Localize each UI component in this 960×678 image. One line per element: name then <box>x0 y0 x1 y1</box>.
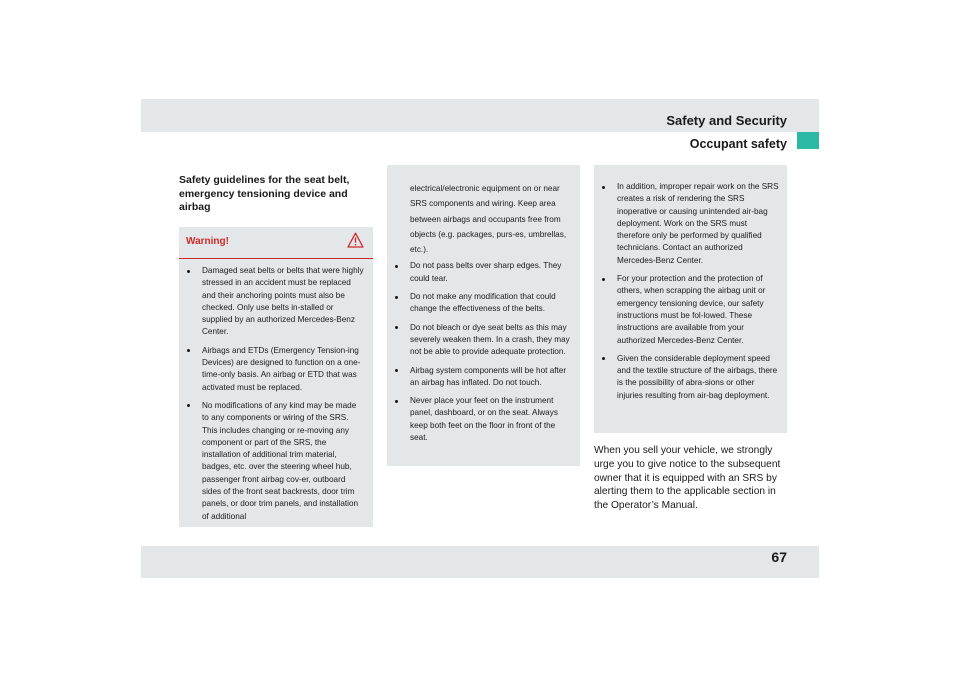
bullet <box>602 357 605 360</box>
list-item <box>179 400 365 523</box>
warning-header <box>179 227 373 259</box>
bullet <box>187 270 190 273</box>
list-item-text: For your protection and the protection of others, when scrapping the airbag unit or emergency tensioning device, our safety instructions must be fol-lowed. These instructions are available from your authorized Mercedes-Benz Center. <box>617 274 766 345</box>
page-number: 67 <box>771 549 787 565</box>
bullet <box>395 265 398 268</box>
list-item-text: Damaged seat belts or belts that were highly stressed in an accident must be replaced and their anchoring points must also be checked. Only use belts in-stalled or supplied by an authorized Mercedes-Benz Center. <box>202 266 364 337</box>
vehicle-sale-notice: When you sell your vehicle, we strongly urge you to give notice to the subsequent owner that it is equipped with an SRS by alerting them to the applicable section in the Operator’s Manual. <box>594 445 781 512</box>
list-item-text: No modifications of any kind may be made to any components or wiring of the SRS. This includes changing or re-moving any component or part of the SRS, the installation of additional trim material, badges, etc. over the steering wheel hub, passenger front airbag cov-er, outboard sides of the front seat backrests, door trim panels, or door trim panels, and installation of additional <box>202 400 359 521</box>
bullet <box>395 369 398 372</box>
list-item <box>594 273 781 347</box>
list-item-text: Airbag system components will be hot after an airbag has inflated. Do not touch. <box>410 365 567 387</box>
continuation-text: electrical/electronic equipment on or near SRS components and wiring. Keep area between airbags and occupants free from objects (e.g. packages, purs-es, umbrellas, etc.). <box>410 184 567 255</box>
warning-label: Warning! <box>186 236 229 247</box>
warning-triangle-icon <box>347 232 364 253</box>
list-item <box>594 353 781 402</box>
seat-belt-safety-heading: Safety guidelines for the seat belt, emergency tensioning device and airbag <box>179 174 350 213</box>
section-title: Occupant safety <box>689 137 787 151</box>
list-item-text: In addition, improper repair work on the SRS creates a risk of rendering the SRS inoperative or causing unintended air-bag deployment. Work on the SRS must therefore only be performed by qualified technicians. Contact an authorized Mercedes-Benz Center. <box>617 182 779 265</box>
list-item-text: Do not bleach or dye seat belts as this may severely weaken them. In a crash, they may not be able to provide adequate protection. <box>410 322 570 357</box>
list-item <box>387 322 574 359</box>
warning-panel <box>179 227 373 527</box>
bullet <box>395 296 398 299</box>
list-item <box>179 265 365 339</box>
footer-band <box>141 546 819 578</box>
bullet <box>395 400 398 403</box>
chapter-title: Safety and Security <box>666 113 787 128</box>
bullet <box>187 349 190 352</box>
list-item <box>594 181 781 267</box>
section-accent-marker <box>797 132 819 149</box>
list-item-text: Given the considerable deployment speed and the textile structure of the airbags, there is the possibility of abra-sions or other injuries resulting from air-bag deployment. <box>617 353 778 400</box>
list-item <box>387 395 574 444</box>
bullet <box>187 404 190 407</box>
list-item <box>179 345 365 394</box>
bullet <box>395 326 398 329</box>
list-item-text: Do not make any modification that could change the effectiveness of the belts. <box>410 292 556 314</box>
warning-panel-continued-2 <box>594 165 787 433</box>
warning-list <box>387 260 580 444</box>
list-item <box>387 260 574 285</box>
bullet <box>602 186 605 189</box>
warning-list <box>594 165 787 402</box>
list-item <box>387 365 574 390</box>
list-item-text: Airbags and ETDs (Emergency Tension-ing Devices) are designed to function on a one-time-only basis. An airbag or ETD that was activated must be replaced. <box>202 345 361 392</box>
list-item-text: Never place your feet on the instrument panel, dashboard, or on the seat. Always keep both feet on the floor in front of the seat. <box>410 396 558 443</box>
warning-panel-continued <box>387 165 580 466</box>
bullet <box>602 278 605 281</box>
list-item-text: Do not pass belts over sharp edges. They could tear. <box>410 261 562 283</box>
list-item <box>387 291 574 316</box>
warning-list <box>179 259 373 523</box>
